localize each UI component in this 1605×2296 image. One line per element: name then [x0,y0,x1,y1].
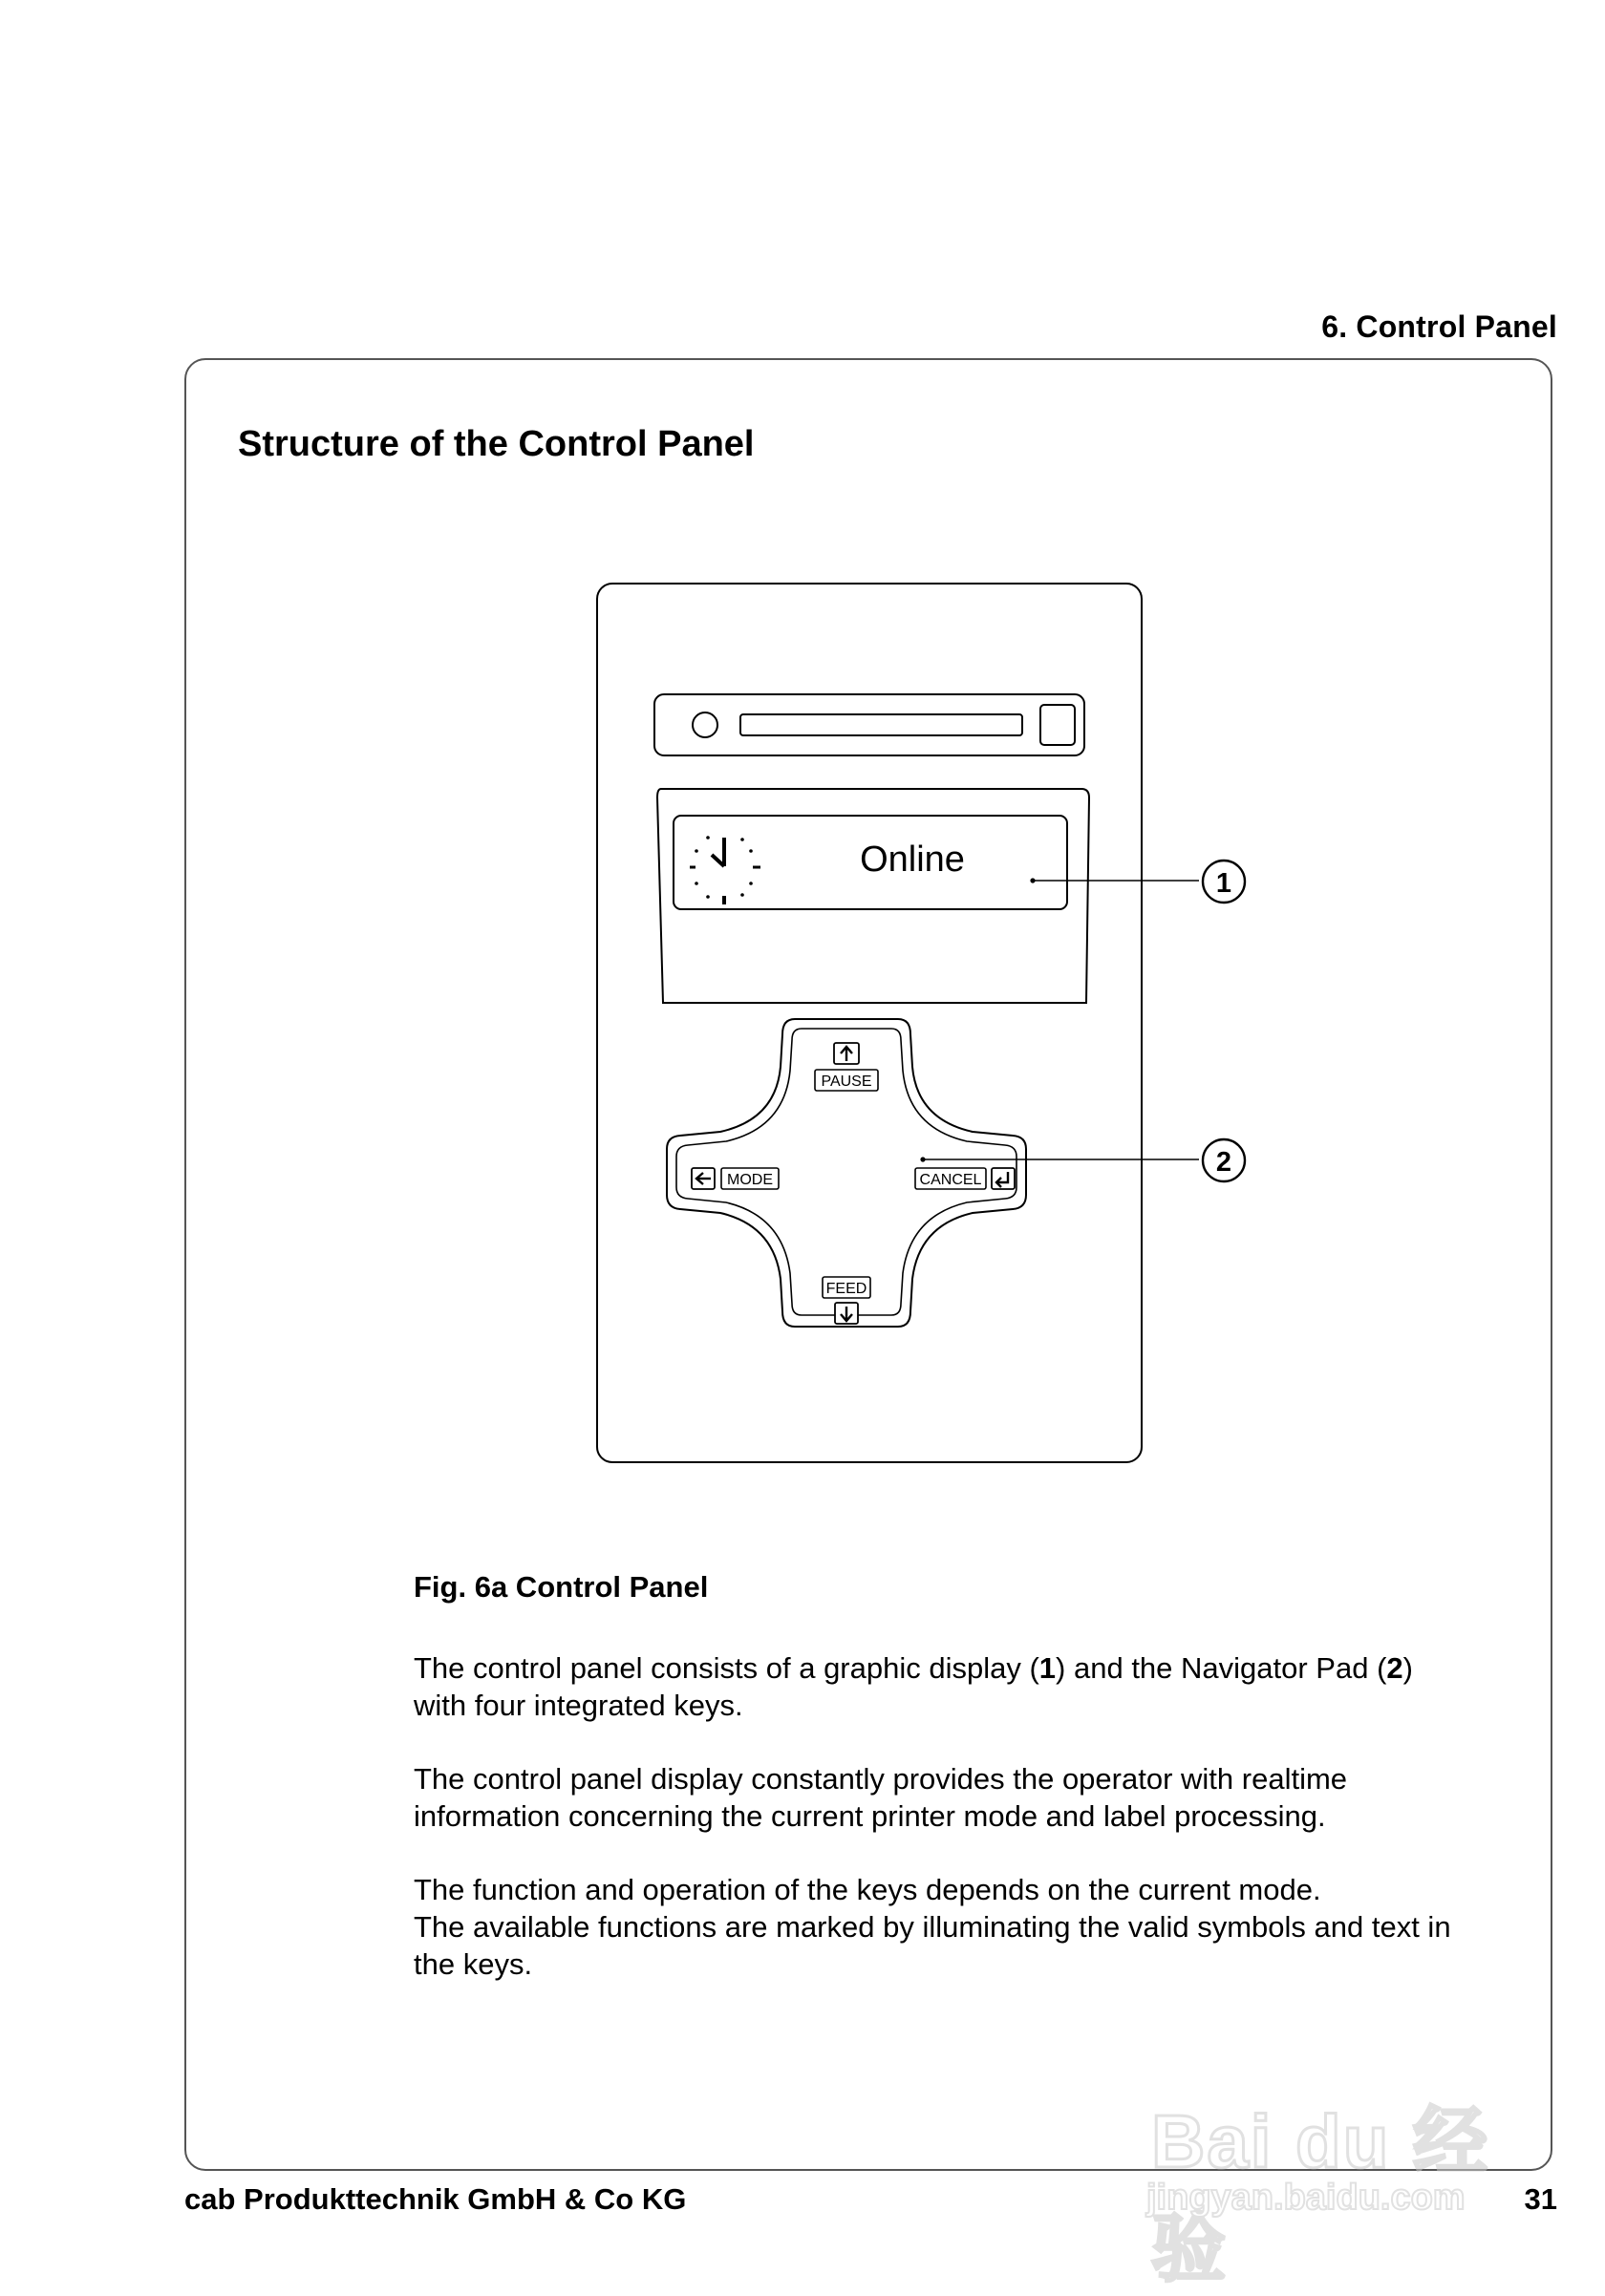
feed-key[interactable] [823,1277,870,1324]
section-header: 6. Control Panel [1321,309,1557,344]
mode-key[interactable] [692,1168,779,1189]
paragraph-2-line-1: The control panel display constantly provides the operator with realtime [414,1762,1348,1796]
led-indicator [693,712,717,737]
paragraph-3-line-2: The available functions are marked by illuminating the valid symbols and text in [414,1910,1451,1944]
display-status-text: Online [860,840,965,880]
feed-label: FEED [825,1281,867,1297]
paragraph-3-line-1: The function and operation of the keys depends on the current mode. [414,1873,1321,1906]
footer-company: cab Produkttechnik GmbH & Co KG [184,2182,687,2216]
control-panel-figure [573,568,1271,1485]
paragraph-3 [414,1871,1512,1983]
paragraph-2 [414,1760,1512,1835]
paragraph-1-line-2: with four integrated keys. [414,1689,743,1722]
cancel-label: CANCEL [919,1172,982,1188]
watermark-url: jingyan.baidu.com [1146,2178,1466,2218]
paragraph-1-line-1: The control panel consists of a graphic display (1) and the Navigator Pad (2) [414,1651,1413,1685]
display-housing [657,789,1089,1003]
cancel-key[interactable] [915,1168,1015,1189]
figure-caption: Fig. 6a Control Panel [414,1570,709,1604]
baidu-watermark [1142,2034,1524,2290]
page-number: 31 [1524,2182,1557,2216]
svg-text:2: 2 [1215,1147,1232,1178]
svg-text:1: 1 [1215,868,1232,899]
small-square [1040,705,1075,745]
arrow-down-icon [835,1303,858,1324]
clock-icon [690,836,760,904]
paragraph-2-line-2: information concerning the current printer mode and label processing. [414,1799,1326,1833]
paragraph-3-line-3: the keys. [414,1947,533,1981]
watermark-brand: Bai du 经验 [1151,2099,1490,2290]
pause-key[interactable] [815,1043,878,1091]
paragraph-1 [414,1649,1512,1724]
arrow-up-icon [834,1043,859,1064]
mode-label: MODE [727,1172,773,1188]
status-bar [654,694,1084,755]
enter-icon [992,1168,1015,1189]
arrow-left-icon [692,1168,715,1189]
page-title: Structure of the Control Panel [238,424,755,464]
pause-label: PAUSE [821,1074,872,1090]
card-slot [740,714,1022,735]
